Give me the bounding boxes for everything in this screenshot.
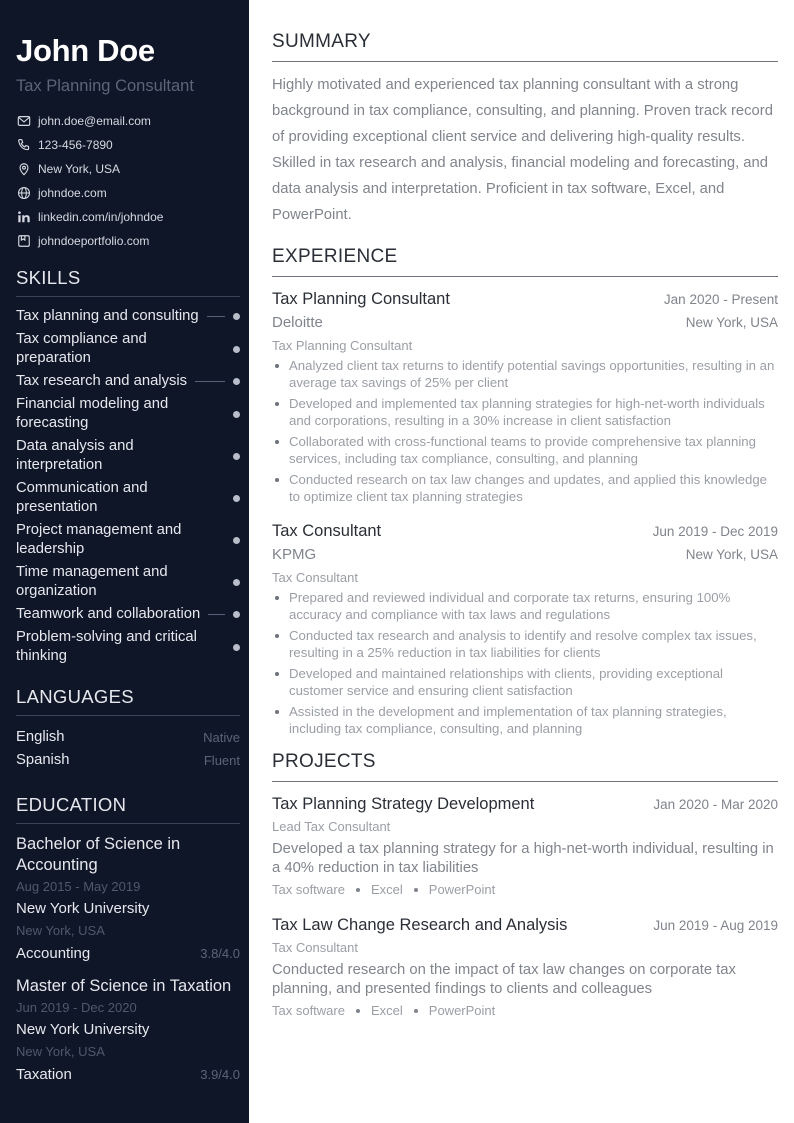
mail-icon (16, 113, 32, 129)
education-field-row (16, 1063, 240, 1087)
project-tags (272, 1002, 778, 1020)
education-heading: EDUCATION (16, 794, 240, 824)
skill-dot (233, 453, 240, 460)
education-field: Taxation (16, 1066, 72, 1083)
candidate-name: John Doe (16, 33, 155, 68)
summary-text: Highly motivated and experienced tax planning consultant with a strong background in tax compliance, consulting, and planning. Proven track record of providing exceptional client service and delivering high-quality results. Skilled in tax research and analysis, financial modeling and forecasting, and data analysis and interpretation. Proficient in tax software, Excel, and PowerPoint. (272, 77, 773, 223)
education-list (16, 834, 240, 1087)
job-header (272, 287, 778, 311)
language-item (16, 726, 240, 749)
education-location: New York, USA (16, 923, 105, 938)
main-content (272, 31, 778, 1034)
tag-separator (414, 888, 418, 892)
skill-connector (219, 647, 225, 648)
education-institution: New York University (16, 1021, 150, 1038)
skill-item (16, 330, 240, 368)
skill-label: Communication and presentation (16, 480, 148, 515)
project-header (272, 792, 778, 816)
skill-connector (219, 582, 225, 583)
project-tag: Excel (370, 882, 403, 897)
job-role: Tax Consultant (272, 522, 382, 540)
education-dates: Jun 2019 - Dec 2020 (16, 1000, 137, 1015)
skill-label: Teamwork and collaboration (16, 606, 201, 622)
contact-linkedin-text: linkedin.com/in/johndoe (38, 210, 164, 224)
language-level: Fluent (203, 753, 240, 768)
projects-heading: PROJECTS (272, 751, 778, 782)
job-bullets (272, 357, 778, 505)
skill-connector (219, 456, 225, 457)
project-description: Conducted research on the impact of tax law changes on corporate tax planning, and presented findings to clients and colleagues (272, 962, 736, 997)
skills-list (16, 307, 240, 666)
skill-label: Data analysis and interpretation (16, 438, 134, 473)
skill-connector (219, 414, 225, 415)
project-tags (272, 881, 778, 899)
project-item (272, 913, 778, 1020)
contact-email[interactable] (16, 109, 240, 133)
project-dates: Jan 2020 - Mar 2020 (653, 797, 778, 812)
skill-connector (207, 316, 225, 317)
skill-label: Problem-solving and critical thinking (16, 629, 197, 664)
skill-connector (219, 498, 225, 499)
project-tag: PowerPoint (428, 1003, 496, 1018)
skill-dot (233, 313, 240, 320)
tag-separator (356, 888, 360, 892)
job-company-row (272, 543, 778, 567)
project-dates: Jun 2019 - Aug 2019 (653, 918, 778, 933)
skill-item (16, 372, 240, 391)
skill-connector (208, 614, 225, 615)
skill-label: Tax compliance and preparation (16, 331, 147, 366)
skill-label: Tax planning and consulting (16, 308, 199, 324)
skill-connector (219, 349, 225, 350)
skill-label: Time management and organization (16, 564, 168, 599)
contact-linkedin[interactable] (16, 205, 240, 229)
experience-heading: EXPERIENCE (272, 246, 778, 277)
education-degree: Master of Science in Taxation (16, 977, 232, 995)
job-header (272, 519, 778, 543)
job-bullet: Conducted tax research and analysis to identify and resolve complex tax issues, resulting in a 25% reduction in tax liabilities for clients (272, 627, 778, 661)
language-name: Spanish (16, 752, 70, 768)
skill-connector (195, 381, 225, 382)
summary-heading: SUMMARY (272, 31, 778, 62)
skill-dot (233, 411, 240, 418)
globe-icon (16, 185, 32, 201)
job-bullet: Developed and implemented tax planning strategies for high-net-worth individuals and corporations, resulting in a 30% increase in client satisfaction (272, 395, 778, 429)
skill-label: Financial modeling and forecasting (16, 396, 169, 431)
education-degree: Bachelor of Science in Accounting (16, 835, 181, 874)
skill-label: Tax research and analysis (16, 373, 188, 389)
job-company: KPMG (272, 546, 317, 563)
languages-list (16, 726, 240, 772)
contact-email-text: john.doe@email.com (38, 114, 151, 128)
skill-label: Project management and leadership (16, 522, 182, 557)
education-field-row (16, 942, 240, 966)
linkedin-icon (16, 209, 32, 225)
project-role: Tax Consultant (272, 940, 358, 955)
project-tag: Tax software (272, 882, 345, 897)
experience-list (272, 287, 778, 737)
tag-separator (414, 1009, 418, 1013)
project-tag: PowerPoint (428, 882, 496, 897)
job-role: Tax Planning Consultant (272, 290, 450, 308)
project-title: Tax Law Change Research and Analysis (272, 916, 568, 934)
language-item (16, 749, 240, 772)
education-dates: Aug 2015 - May 2019 (16, 879, 141, 894)
project-tag: Tax software (272, 1003, 345, 1018)
skills-heading: SKILLS (16, 267, 240, 297)
experience-item (272, 519, 778, 737)
job-bullet: Prepared and reviewed individual and corporate tax returns, ensuring 100% accuracy and compliance with tax laws and regulations (272, 589, 778, 623)
education-gpa: 3.8/4.0 (200, 946, 240, 961)
skill-dot (233, 579, 240, 586)
phone-icon (16, 137, 32, 153)
skill-item (16, 628, 240, 666)
job-location: New York, USA (685, 547, 778, 562)
job-bullet: Assisted in the development and implementation of tax planning strategies, including tax compliance, consulting, and planning (272, 703, 778, 737)
skill-item (16, 521, 240, 559)
project-tag: Excel (370, 1003, 403, 1018)
job-bullets (272, 589, 778, 737)
experience-item (272, 287, 778, 505)
education-gpa: 3.9/4.0 (200, 1067, 240, 1082)
contact-location-text: New York, USA (38, 162, 121, 176)
project-item (272, 792, 778, 899)
skill-item (16, 395, 240, 433)
education-location: New York, USA (16, 1044, 105, 1059)
contact-phone-text: 123-456-7890 (38, 138, 113, 152)
contact-phone[interactable] (16, 133, 240, 157)
skill-dot (233, 378, 240, 385)
job-dates: Jun 2019 - Dec 2019 (652, 524, 778, 539)
contact-portfolio[interactable] (16, 229, 240, 253)
skill-connector (219, 540, 225, 541)
skill-item (16, 563, 240, 601)
skill-item (16, 437, 240, 475)
sidebar (0, 0, 249, 1123)
location-icon (16, 161, 32, 177)
education-item (16, 834, 240, 966)
skill-item (16, 479, 240, 517)
job-subtitle: Tax Consultant (272, 570, 358, 585)
job-dates: Jan 2020 - Present (663, 292, 778, 307)
portfolio-icon (16, 233, 32, 249)
skill-dot (233, 495, 240, 502)
contact-website-text: johndoe.com (38, 186, 107, 200)
skill-item (16, 605, 240, 624)
job-bullet: Developed and maintained relationships with clients, providing exceptional customer service and ensuring client satisfaction (272, 665, 778, 699)
language-level: Native (203, 730, 240, 745)
tag-separator (356, 1009, 360, 1013)
skill-dot (233, 346, 240, 353)
job-bullet: Collaborated with cross-functional teams to provide comprehensive tax planning services, including tax compliance, consulting, and planning (272, 433, 778, 467)
contact-location (16, 157, 240, 181)
project-title: Tax Planning Strategy Development (272, 795, 535, 813)
job-company: Deloitte (272, 314, 323, 331)
skill-dot (233, 537, 240, 544)
education-field: Accounting (16, 945, 91, 962)
education-item (16, 976, 240, 1087)
job-company-row (272, 311, 778, 335)
skill-item (16, 307, 240, 326)
project-role: Lead Tax Consultant (272, 819, 391, 834)
project-description: Developed a tax planning strategy for a high-net-worth individual, resulting in a 40% reduction in tax liabilities (272, 841, 774, 876)
job-location: New York, USA (685, 315, 778, 330)
projects-list (272, 792, 778, 1020)
job-bullet: Analyzed client tax returns to identify potential savings opportunities, resulting in an average tax savings of 25% per client (272, 357, 778, 391)
candidate-title: Tax Planning Consultant (16, 77, 194, 95)
contact-website[interactable] (16, 181, 240, 205)
project-header (272, 913, 778, 937)
education-institution: New York University (16, 900, 150, 917)
contact-list (16, 109, 240, 253)
language-name: English (16, 729, 65, 745)
languages-heading: LANGUAGES (16, 686, 240, 716)
job-subtitle: Tax Planning Consultant (272, 338, 413, 353)
skill-dot (233, 644, 240, 651)
contact-portfolio-text: johndoeportfolio.com (38, 234, 150, 248)
job-bullet: Conducted research on tax law changes and updates, and applied this knowledge to optimize client tax planning strategies (272, 471, 778, 505)
skill-dot (233, 611, 240, 618)
